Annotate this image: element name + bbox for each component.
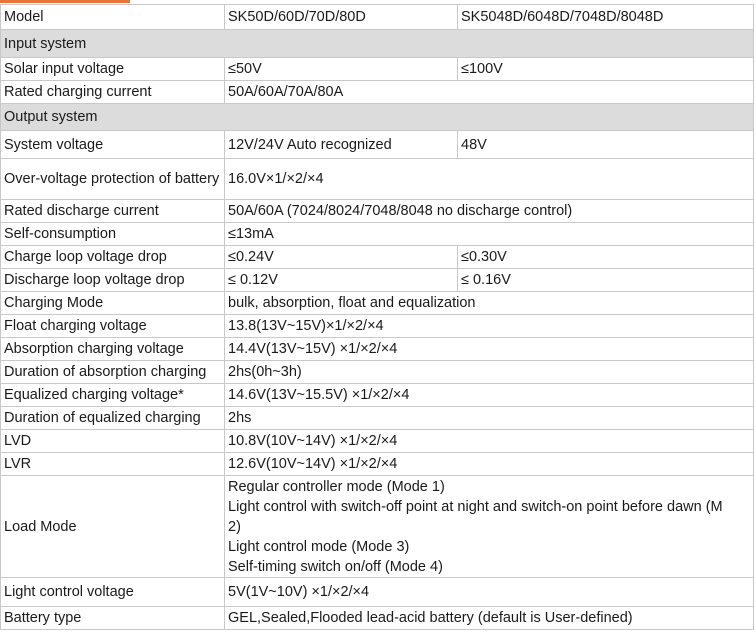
- row-label: Load Mode: [1, 476, 225, 578]
- row-value: GEL,Sealed,Flooded lead-acid battery (default is User-defined): [225, 607, 754, 630]
- row-value: 13.8(13V~15V)×1/×2/×4: [225, 315, 754, 338]
- row-value-a: ≤ 0.12V: [225, 269, 458, 292]
- row-label: LVR: [1, 453, 225, 476]
- row-value: 50A/60A/70A/80A: [225, 81, 754, 104]
- row-label: Solar input voltage: [1, 58, 225, 81]
- load-mode-line: Regular controller mode (Mode 1): [228, 478, 445, 495]
- row-value: 14.6V(13V~15.5V) ×1/×2/×4: [225, 384, 754, 407]
- table-row: [1, 58, 754, 81]
- row-value: 2hs(0h~3h): [225, 361, 754, 384]
- row-value-b: ≤0.30V: [458, 246, 754, 269]
- table-row: [1, 430, 754, 453]
- row-label: LVD: [1, 430, 225, 453]
- table-row: [1, 407, 754, 430]
- load-mode-line: Light control with switch-off point at night and switch-on point before dawn (M: [228, 498, 723, 515]
- row-value: 10.8V(10V~14V) ×1/×2/×4: [225, 430, 754, 453]
- row-label: Duration of equalized charging: [1, 407, 225, 430]
- row-value: ≤13mA: [225, 223, 754, 246]
- section-input: [1, 30, 754, 58]
- row-label: System voltage: [1, 131, 225, 159]
- table-row: [1, 159, 754, 200]
- row-label: Charging Mode: [1, 292, 225, 315]
- row-value-a: 12V/24V Auto recognized: [225, 131, 458, 159]
- row-label: Absorption charging voltage: [1, 338, 225, 361]
- table-row: [1, 607, 754, 630]
- table-row: [1, 223, 754, 246]
- row-value-b: ≤100V: [458, 58, 754, 81]
- row-label: Discharge loop voltage drop: [1, 269, 225, 292]
- table-row: [1, 338, 754, 361]
- model-a: SK50D/60D/70D/80D: [225, 5, 458, 30]
- table-row: [1, 453, 754, 476]
- table-row: [1, 578, 754, 607]
- row-value: 12.6V(10V~14V) ×1/×2/×4: [225, 453, 754, 476]
- row-value-a: ≤0.24V: [225, 246, 458, 269]
- row-label: Battery type: [1, 607, 225, 630]
- spec-table: [0, 4, 754, 630]
- row-value: 5V(1V~10V) ×1/×2/×4: [225, 578, 754, 607]
- table-row: [1, 131, 754, 159]
- load-mode-line: 2): [228, 518, 241, 535]
- top-accent-bar: [0, 0, 130, 3]
- section-title: Input system: [1, 30, 754, 58]
- row-value-a: ≤50V: [225, 58, 458, 81]
- table-row: [1, 269, 754, 292]
- row-value: 50A/60A (7024/8024/7048/8048 no discharge control): [225, 200, 754, 223]
- row-label: Float charging voltage: [1, 315, 225, 338]
- row-label: Rated discharge current: [1, 200, 225, 223]
- row-value-b: ≤ 0.16V: [458, 269, 754, 292]
- table-row: [1, 315, 754, 338]
- load-mode-line: Self-timing switch on/off (Mode 4): [228, 558, 443, 575]
- row-value: 14.4V(13V~15V) ×1/×2/×4: [225, 338, 754, 361]
- model-b: SK5048D/6048D/7048D/8048D: [458, 5, 754, 30]
- row-value: bulk, absorption, float and equalization: [225, 292, 754, 315]
- load-mode-line: Light control mode (Mode 3): [228, 538, 410, 555]
- row-label: Charge loop voltage drop: [1, 246, 225, 269]
- model-label: Model: [1, 5, 225, 30]
- row-label: Light control voltage: [1, 578, 225, 607]
- table-row: [1, 476, 754, 578]
- row-label: Equalized charging voltage*: [1, 384, 225, 407]
- table-row: [1, 384, 754, 407]
- row-value: [225, 476, 754, 578]
- table-row: [1, 246, 754, 269]
- row-value: 2hs: [225, 407, 754, 430]
- section-title: Output system: [1, 104, 754, 131]
- row-label: Over-voltage protection of battery: [1, 159, 225, 200]
- section-output: [1, 104, 754, 131]
- row-value: 16.0V×1/×2/×4: [225, 159, 754, 200]
- row-label: Self-consumption: [1, 223, 225, 246]
- row-label: Rated charging current: [1, 81, 225, 104]
- row-value-b: 48V: [458, 131, 754, 159]
- row-label: Duration of absorption charging: [1, 361, 225, 384]
- table-row: [1, 292, 754, 315]
- table-row: [1, 81, 754, 104]
- header-row: [1, 5, 754, 30]
- table-row: [1, 361, 754, 384]
- table-row: [1, 200, 754, 223]
